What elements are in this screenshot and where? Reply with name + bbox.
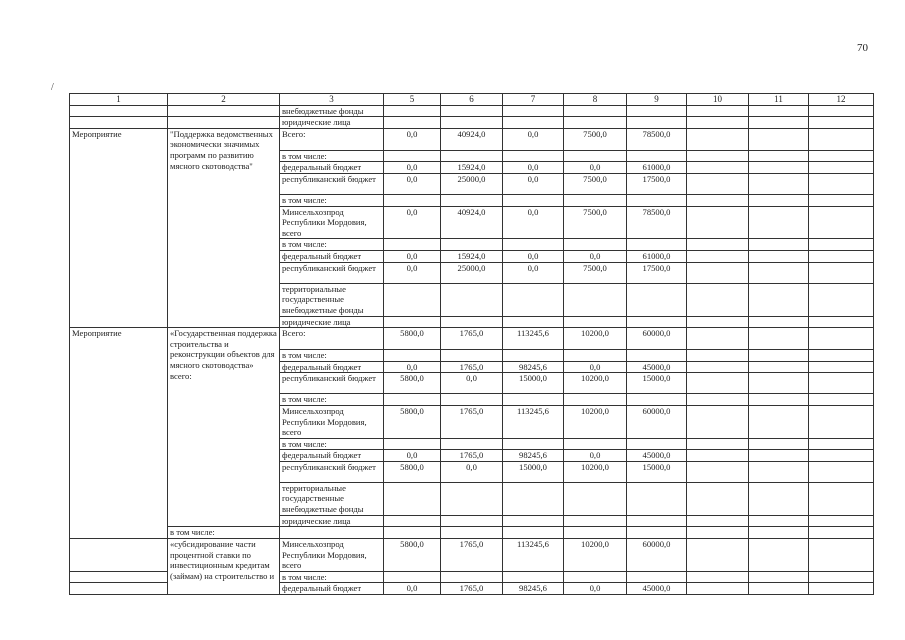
amount-cell (384, 438, 441, 450)
amount-cell (749, 105, 809, 117)
amount-cell: 5800,0 (384, 328, 441, 350)
funding-source-cell: республиканский бюджет (280, 461, 384, 482)
amount-cell (749, 361, 809, 373)
header-cell: 5 (384, 94, 441, 106)
funding-source-cell: юридические лица (280, 515, 384, 527)
amount-cell (627, 283, 687, 316)
amount-cell (687, 571, 749, 583)
amount-cell (809, 105, 874, 117)
amount-cell: 0,0 (503, 206, 564, 239)
amount-cell: 5800,0 (384, 461, 441, 482)
amount-cell: 0,0 (441, 373, 503, 394)
funding-source-cell: юридические лица (280, 316, 384, 328)
header-cell: 12 (809, 94, 874, 106)
amount-cell (564, 283, 627, 316)
amount-cell: 0,0 (384, 173, 441, 194)
program-name-cell: "Поддержка ведомственных экономически значимых программ по развитию мясного скотоводства" (168, 128, 280, 327)
amount-cell (384, 482, 441, 515)
amount-cell: 0,0 (564, 583, 627, 595)
amount-cell (384, 515, 441, 527)
funding-source-cell: Всего: (280, 328, 384, 350)
amount-cell (441, 194, 503, 206)
funding-source-cell: Минсельхозпрод Республики Мордовия, всего (280, 405, 384, 438)
amount-cell (384, 350, 441, 362)
amount-cell (627, 117, 687, 129)
amount-cell (687, 527, 749, 539)
amount-cell: 1765,0 (441, 450, 503, 462)
amount-cell (749, 128, 809, 150)
funding-source-cell: республиканский бюджет (280, 373, 384, 394)
amount-cell: 0,0 (384, 583, 441, 595)
amount-cell (503, 239, 564, 251)
amount-cell (749, 571, 809, 583)
amount-cell (809, 373, 874, 394)
scan-mark: / (51, 82, 54, 93)
amount-cell (627, 350, 687, 362)
amount-cell (809, 206, 874, 239)
amount-cell (503, 350, 564, 362)
amount-cell (687, 206, 749, 239)
amount-cell: 15924,0 (441, 250, 503, 262)
amount-cell: 98245,6 (503, 450, 564, 462)
amount-cell: 0,0 (384, 128, 441, 150)
amount-cell: 15924,0 (441, 162, 503, 174)
amount-cell (503, 316, 564, 328)
amount-cell (749, 373, 809, 394)
amount-cell (749, 583, 809, 595)
amount-cell (627, 194, 687, 206)
header-cell: 1 (70, 94, 168, 106)
amount-cell (564, 194, 627, 206)
amount-cell (503, 194, 564, 206)
funding-source-cell: федеральный бюджет (280, 162, 384, 174)
amount-cell (564, 350, 627, 362)
amount-cell (809, 128, 874, 150)
amount-cell (749, 162, 809, 174)
amount-cell: 0,0 (564, 450, 627, 462)
amount-cell (627, 105, 687, 117)
amount-cell (384, 117, 441, 129)
table-header-row (70, 94, 874, 106)
funding-source-cell: в том числе: (280, 194, 384, 206)
funding-source-cell: республиканский бюджет (280, 173, 384, 194)
amount-cell: 5800,0 (384, 539, 441, 572)
amount-cell: 5800,0 (384, 405, 441, 438)
funding-source-cell: Минсельхозпрод Республики Мордовия, всего (280, 539, 384, 572)
amount-cell (809, 150, 874, 162)
amount-cell (749, 262, 809, 283)
amount-cell: 5800,0 (384, 373, 441, 394)
amount-cell: 15000,0 (503, 373, 564, 394)
amount-cell (809, 117, 874, 129)
amount-cell (627, 527, 687, 539)
amount-cell (384, 394, 441, 406)
amount-cell (687, 405, 749, 438)
amount-cell: 10200,0 (564, 461, 627, 482)
funding-source-cell: Всего: (280, 128, 384, 150)
activity-type-cell (70, 105, 168, 117)
amount-cell: 0,0 (384, 361, 441, 373)
funding-source-cell: территориальные государственные внебюджетные фонды (280, 283, 384, 316)
amount-cell: 25000,0 (441, 173, 503, 194)
amount-cell (749, 283, 809, 316)
amount-cell (687, 438, 749, 450)
amount-cell (809, 394, 874, 406)
amount-cell (749, 150, 809, 162)
amount-cell (627, 515, 687, 527)
amount-cell (687, 105, 749, 117)
amount-cell (627, 571, 687, 583)
funding-source-cell: территориальные государственные внебюджетные фонды (280, 482, 384, 515)
amount-cell: 15000,0 (627, 461, 687, 482)
amount-cell (809, 539, 874, 572)
amount-cell: 0,0 (384, 206, 441, 239)
amount-cell (384, 105, 441, 117)
amount-cell: 0,0 (503, 250, 564, 262)
amount-cell (749, 461, 809, 482)
amount-cell (687, 128, 749, 150)
amount-cell (564, 515, 627, 527)
amount-cell (384, 283, 441, 316)
amount-cell (503, 117, 564, 129)
amount-cell (749, 527, 809, 539)
amount-cell: 10200,0 (564, 328, 627, 350)
amount-cell (687, 583, 749, 595)
amount-cell (441, 316, 503, 328)
amount-cell: 0,0 (503, 262, 564, 283)
amount-cell (384, 239, 441, 251)
budget-table (69, 93, 874, 595)
amount-cell: 78500,0 (627, 206, 687, 239)
header-cell: 8 (564, 94, 627, 106)
amount-cell (687, 394, 749, 406)
amount-cell: 0,0 (564, 361, 627, 373)
amount-cell: 10200,0 (564, 373, 627, 394)
amount-cell (749, 394, 809, 406)
header-cell: 2 (168, 94, 280, 106)
funding-source-cell: федеральный бюджет (280, 450, 384, 462)
amount-cell (809, 194, 874, 206)
amount-cell: 1765,0 (441, 405, 503, 438)
amount-cell (441, 150, 503, 162)
funding-source-cell: федеральный бюджет (280, 250, 384, 262)
amount-cell (503, 150, 564, 162)
amount-cell (749, 438, 809, 450)
amount-cell: 25000,0 (441, 262, 503, 283)
amount-cell (687, 173, 749, 194)
amount-cell (564, 150, 627, 162)
funding-source-cell: в том числе: (280, 239, 384, 251)
amount-cell: 60000,0 (627, 328, 687, 350)
amount-cell: 1765,0 (441, 539, 503, 572)
amount-cell (564, 482, 627, 515)
amount-cell: 17500,0 (627, 262, 687, 283)
amount-cell (809, 482, 874, 515)
amount-cell (384, 150, 441, 162)
amount-cell (503, 527, 564, 539)
amount-cell: 10200,0 (564, 405, 627, 438)
amount-cell (809, 239, 874, 251)
funding-source-cell: внебюджетные фонды (280, 105, 384, 117)
amount-cell: 7500,0 (564, 128, 627, 150)
funding-source-cell: юридические лица (280, 117, 384, 129)
amount-cell: 45000,0 (627, 450, 687, 462)
amount-cell (809, 328, 874, 350)
amount-cell (384, 194, 441, 206)
amount-cell (809, 316, 874, 328)
amount-cell: 0,0 (503, 162, 564, 174)
amount-cell (749, 482, 809, 515)
amount-cell (809, 527, 874, 539)
activity-type-cell (70, 117, 168, 129)
amount-cell: 7500,0 (564, 262, 627, 283)
amount-cell: 113245,6 (503, 405, 564, 438)
amount-cell (687, 328, 749, 350)
amount-cell: 113245,6 (503, 539, 564, 572)
amount-cell (809, 173, 874, 194)
amount-cell: 7500,0 (564, 206, 627, 239)
amount-cell (441, 394, 503, 406)
amount-cell (687, 450, 749, 462)
amount-cell: 113245,6 (503, 328, 564, 350)
page-number: 70 (857, 42, 868, 54)
amount-cell (687, 361, 749, 373)
amount-cell (441, 117, 503, 129)
amount-cell (441, 438, 503, 450)
amount-cell (687, 461, 749, 482)
amount-cell (749, 250, 809, 262)
amount-cell (687, 117, 749, 129)
activity-type-cell: Мероприятие (70, 328, 168, 539)
amount-cell: 45000,0 (627, 583, 687, 595)
amount-cell (809, 283, 874, 316)
amount-cell (503, 394, 564, 406)
amount-cell (809, 450, 874, 462)
amount-cell: 1765,0 (441, 583, 503, 595)
header-cell: 3 (280, 94, 384, 106)
header-cell: 6 (441, 94, 503, 106)
amount-cell (627, 239, 687, 251)
funding-source-cell: в том числе: (280, 571, 384, 583)
amount-cell (749, 117, 809, 129)
amount-cell: 15000,0 (503, 461, 564, 482)
amount-cell (564, 105, 627, 117)
activity-type-cell (70, 571, 168, 583)
amount-cell (564, 117, 627, 129)
amount-cell (627, 316, 687, 328)
table-row (70, 105, 874, 117)
amount-cell (809, 461, 874, 482)
amount-cell: 15000,0 (627, 373, 687, 394)
amount-cell (627, 150, 687, 162)
amount-cell (809, 583, 874, 595)
amount-cell: 0,0 (441, 461, 503, 482)
amount-cell: 1765,0 (441, 361, 503, 373)
amount-cell (687, 194, 749, 206)
program-name-cell (168, 117, 280, 129)
amount-cell (749, 206, 809, 239)
header-cell: 7 (503, 94, 564, 106)
funding-source-cell: в том числе: (280, 438, 384, 450)
program-name-cell: «субсидирование части процентной ставки по инвестиционным кредитам (займам) на строительство и (168, 539, 280, 595)
amount-cell (809, 361, 874, 373)
amount-cell: 0,0 (384, 250, 441, 262)
amount-cell (564, 239, 627, 251)
amount-cell: 0,0 (564, 250, 627, 262)
amount-cell (564, 571, 627, 583)
amount-cell: 40924,0 (441, 128, 503, 150)
amount-cell: 0,0 (503, 128, 564, 150)
amount-cell (503, 105, 564, 117)
amount-cell: 45000,0 (627, 361, 687, 373)
amount-cell: 60000,0 (627, 405, 687, 438)
amount-cell (441, 239, 503, 251)
table-row (70, 527, 874, 539)
program-name-cell: в том числе: (168, 527, 280, 539)
funding-source-cell: в том числе: (280, 150, 384, 162)
amount-cell (687, 150, 749, 162)
funding-source-cell: республиканский бюджет (280, 262, 384, 283)
amount-cell (809, 515, 874, 527)
amount-cell (749, 539, 809, 572)
amount-cell: 0,0 (384, 450, 441, 462)
amount-cell (503, 438, 564, 450)
table-row (70, 328, 874, 350)
amount-cell (627, 482, 687, 515)
table-row (70, 539, 874, 572)
header-cell: 9 (627, 94, 687, 106)
amount-cell (687, 239, 749, 251)
amount-cell (809, 250, 874, 262)
amount-cell: 98245,6 (503, 583, 564, 595)
amount-cell: 0,0 (503, 173, 564, 194)
amount-cell (564, 316, 627, 328)
amount-cell: 7500,0 (564, 173, 627, 194)
funding-source-cell: Минсельхозпрод Республики Мордовия, всего (280, 206, 384, 239)
amount-cell: 40924,0 (441, 206, 503, 239)
amount-cell (687, 373, 749, 394)
amount-cell (687, 262, 749, 283)
activity-type-cell (70, 539, 168, 572)
amount-cell (441, 527, 503, 539)
amount-cell (749, 239, 809, 251)
amount-cell (503, 482, 564, 515)
amount-cell: 17500,0 (627, 173, 687, 194)
amount-cell: 0,0 (384, 162, 441, 174)
amount-cell (503, 571, 564, 583)
funding-source-cell (280, 527, 384, 539)
amount-cell (441, 283, 503, 316)
activity-type-cell (70, 583, 168, 595)
amount-cell (687, 515, 749, 527)
amount-cell: 0,0 (384, 262, 441, 283)
amount-cell (687, 250, 749, 262)
table-row (70, 117, 874, 129)
amount-cell (809, 438, 874, 450)
amount-cell (749, 316, 809, 328)
amount-cell (441, 482, 503, 515)
amount-cell: 98245,6 (503, 361, 564, 373)
amount-cell (503, 283, 564, 316)
amount-cell: 61000,0 (627, 250, 687, 262)
funding-source-cell: в том числе: (280, 350, 384, 362)
amount-cell (687, 316, 749, 328)
amount-cell (687, 283, 749, 316)
header-cell: 11 (749, 94, 809, 106)
amount-cell (809, 350, 874, 362)
amount-cell (503, 515, 564, 527)
amount-cell (564, 394, 627, 406)
amount-cell (687, 539, 749, 572)
funding-source-cell: федеральный бюджет (280, 583, 384, 595)
amount-cell (441, 571, 503, 583)
amount-cell (564, 527, 627, 539)
activity-type-cell: Мероприятие (70, 128, 168, 327)
amount-cell (627, 394, 687, 406)
amount-cell (749, 405, 809, 438)
amount-cell (749, 350, 809, 362)
funding-source-cell: федеральный бюджет (280, 361, 384, 373)
amount-cell (809, 405, 874, 438)
amount-cell: 60000,0 (627, 539, 687, 572)
program-name-cell: «Государственная поддержка строительства и реконструкции объектов для мясного скотоводства» всего: (168, 328, 280, 527)
funding-source-cell: в том числе: (280, 394, 384, 406)
amount-cell (441, 350, 503, 362)
amount-cell (809, 262, 874, 283)
amount-cell (441, 515, 503, 527)
amount-cell: 10200,0 (564, 539, 627, 572)
amount-cell: 78500,0 (627, 128, 687, 150)
amount-cell (384, 316, 441, 328)
table-row (70, 128, 874, 150)
amount-cell (809, 571, 874, 583)
amount-cell (749, 450, 809, 462)
amount-cell (687, 482, 749, 515)
amount-cell (627, 438, 687, 450)
amount-cell (749, 173, 809, 194)
program-name-cell (168, 105, 280, 117)
amount-cell (749, 194, 809, 206)
amount-cell (749, 328, 809, 350)
amount-cell (384, 527, 441, 539)
header-cell: 10 (687, 94, 749, 106)
amount-cell (441, 105, 503, 117)
amount-cell: 1765,0 (441, 328, 503, 350)
amount-cell (384, 571, 441, 583)
amount-cell (749, 515, 809, 527)
amount-cell (809, 162, 874, 174)
amount-cell: 0,0 (564, 162, 627, 174)
amount-cell: 61000,0 (627, 162, 687, 174)
amount-cell (687, 162, 749, 174)
amount-cell (687, 350, 749, 362)
amount-cell (564, 438, 627, 450)
